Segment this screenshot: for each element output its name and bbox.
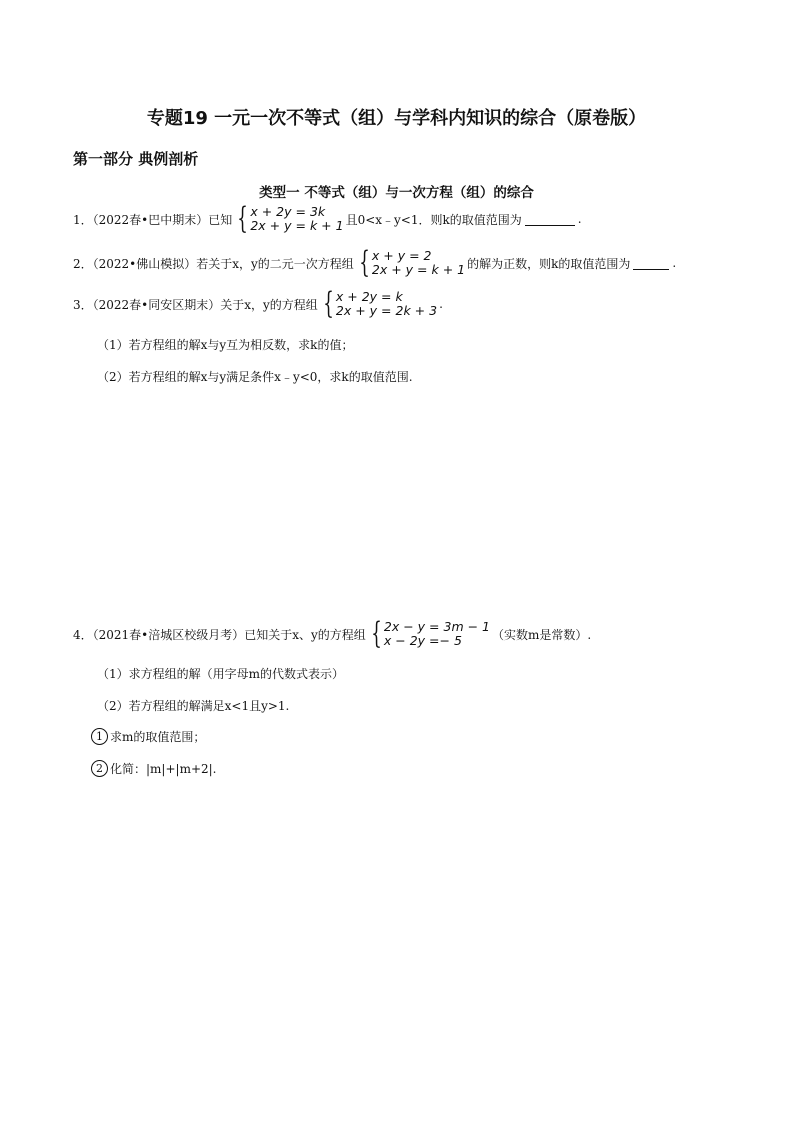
q3-eq2: 2x + y = 2k + 3 — [335, 303, 438, 318]
q1-end: . — [577, 212, 582, 226]
q1-equation-system — [233, 201, 344, 236]
part-title: 第一部分 典例剖析 — [73, 150, 199, 168]
q2-end: . — [672, 256, 677, 270]
q3-part-1: （1）若方程组的解x与y互为相反数，求k的值； — [97, 338, 354, 352]
q4-subpart-1-text: 求m的取值范围； — [110, 730, 206, 744]
question-1 — [73, 201, 582, 236]
question-2 — [73, 245, 677, 280]
q3-suffix: . — [439, 297, 443, 311]
left-brace-icon: { — [237, 201, 249, 236]
q3-eq1: x + 2y = k — [335, 289, 403, 304]
q3-prefix: 3．（2022春•同安区期末）关于x，y的方程组 — [73, 297, 318, 312]
q2-equation-system — [355, 245, 466, 280]
q4-eq2: x − 2y =− 5 — [383, 633, 462, 648]
left-brace-icon: { — [371, 616, 382, 651]
page-title: 专题19 一元一次不等式（组）与学科内知识的综合（原卷版） — [146, 108, 647, 129]
q4-equation-system — [367, 616, 490, 651]
q4-eq1: 2x − y = 3m − 1 — [383, 619, 490, 634]
question-4 — [73, 616, 592, 651]
circled-number-icon: 2 — [91, 760, 108, 777]
q3-part-2: （2）若方程组的解x与y满足条件x﹣y<0，求k的取值范围. — [97, 370, 413, 384]
q4-suffix: （实数m是常数）. — [492, 627, 592, 642]
q1-eq2: 2x + y = k + 1 — [250, 218, 344, 233]
q2-eq1: x + y = 2 — [371, 248, 432, 263]
q1-prefix: 1．（2022春•巴中期末）已知 — [73, 212, 233, 227]
left-brace-icon: { — [359, 245, 370, 280]
q1-answer-blank[interactable] — [525, 213, 575, 226]
q4-subpart-2-text: 化简：|m|+|m+2|. — [110, 762, 217, 776]
question-3 — [73, 286, 443, 321]
circled-number-icon: 1 — [91, 728, 108, 745]
q4-prefix: 4．（2021春•涪城区校级月考）已知关于x、y的方程组 — [73, 627, 366, 642]
q4-subpart-2 — [91, 760, 217, 777]
q1-eq1: x + 2y = 3k — [250, 204, 326, 219]
q4-part-1: （1）求方程组的解（用字母m的代数式表示） — [97, 667, 345, 681]
q2-answer-blank[interactable] — [633, 257, 669, 270]
left-brace-icon: { — [323, 286, 334, 321]
q2-suffix: 的解为正数，则k的取值范围为 — [467, 256, 631, 271]
q2-prefix: 2．（2022•佛山模拟）若关于x，y的二元一次方程组 — [73, 256, 354, 271]
q2-eq2: 2x + y = k + 1 — [371, 262, 466, 277]
q4-subpart-1 — [91, 728, 205, 745]
q4-part-2: （2）若方程组的解满足x<1且y>1. — [97, 699, 290, 713]
q3-equation-system — [319, 286, 438, 321]
q1-suffix: 且0<x﹣y<1．则k的取值范围为 — [345, 212, 522, 227]
type-title: 类型一 不等式（组）与一次方程（组）的综合 — [259, 185, 534, 201]
